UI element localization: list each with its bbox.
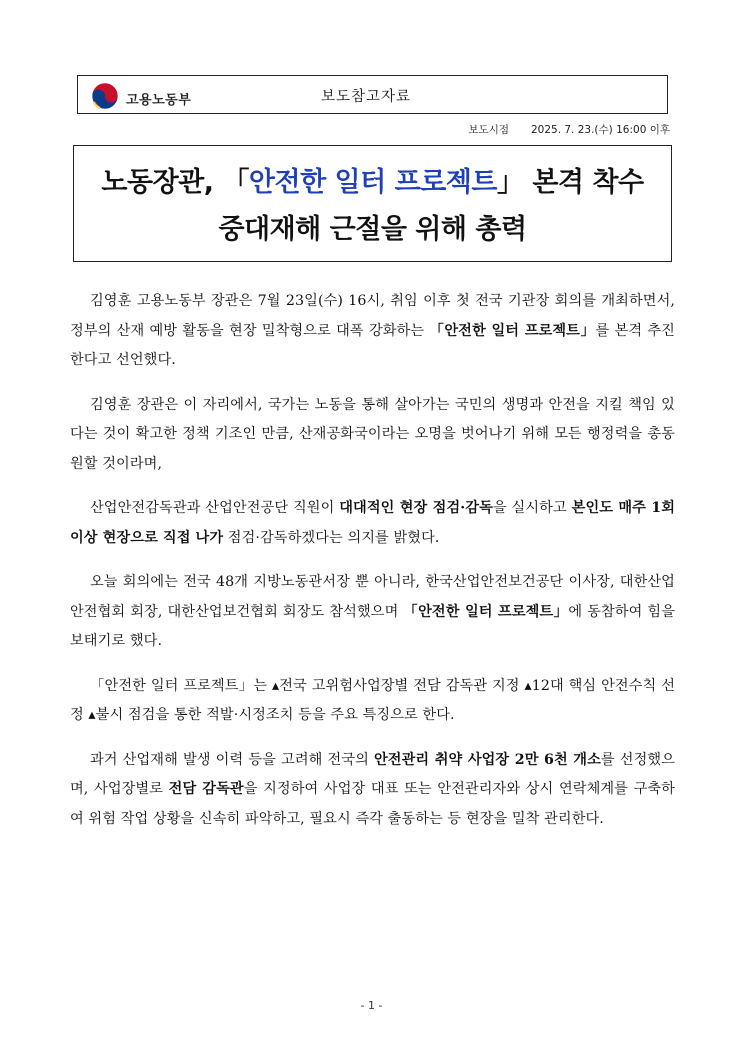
release-time-row (370, 122, 670, 137)
release-datetime: 2025. 7. 23.(수) 16:00 이후 (530, 124, 670, 136)
text-run: 과거 산업재해 발생 이력 등을 고려해 전국의 (90, 751, 374, 768)
headline-line-1 (74, 160, 671, 199)
bold-run: 대대적인 현장 점검·감독 (339, 500, 493, 516)
text-run: 김영훈 고용노동부 장관은 7월 23일(수) 16시, 취임 이후 첫 전국 기관장 회의를 개최하면서, 정부의 산재 예방 활동을 현장 밀착형으로 대폭 강화하는 (70, 293, 675, 339)
text-run: 「안전한 일터 프로젝트」는 ▴전국 고위험사업장별 전담 감독관 지정 ▴12대 핵심 안전수칙 선정 ▴불시 점검을 통한 적발·시정조치 등을 주요 특징으로 한다. (70, 677, 675, 723)
headline-highlight: 안전한 일터 프로젝트 (248, 167, 497, 198)
paragraph-6 (70, 746, 675, 835)
headline-prefix: 노동장관, 「 (101, 167, 249, 198)
bold-run: 전담 감독관 (168, 781, 244, 797)
ministry-logo (90, 81, 191, 115)
article-body (70, 287, 675, 834)
header-box (77, 75, 668, 114)
paragraph-2 (70, 391, 675, 480)
org-name: 고용노동부 (126, 92, 192, 108)
text-run: 를 선정했으며, 사업장별로 (70, 751, 676, 797)
taegeuk-logo-icon (90, 81, 120, 115)
text-run: 를 본격 추진한다고 선언했다. (70, 322, 675, 368)
bold-run: 본인도 매주 1회 이상 현장으로 직접 나가 (70, 500, 676, 546)
bold-run: 「안전한 일터 프로젝트」 (429, 322, 596, 339)
doc-type-label: 보도참고자료 (321, 89, 412, 105)
headline-suffix: 」 본격 착수 (496, 167, 644, 198)
paragraph-4 (70, 568, 675, 657)
bold-run: 「안전한 일터 프로젝트」 (403, 603, 569, 620)
text-run: 에 동참하여 힘을 보태기로 했다. (70, 603, 676, 649)
paragraph-3 (70, 494, 675, 553)
page-number: - 1 - (360, 999, 383, 1012)
text-run: 김영훈 장관은 이 자리에서, 국가는 노동을 통해 살아가는 국민의 생명과 안전을 지킬 책임 있다는 것이 확고한 정책 기조인 만큼, 산재공화국이라는 오명을 벗어나기 위해 모든 행정력을 총동원할 것이라며, (70, 396, 675, 472)
paragraph-5 (70, 672, 675, 731)
headline-box (73, 145, 672, 262)
headline-line-2: 중대재해 근절을 위해 총력 (218, 214, 527, 245)
paragraph-1 (70, 287, 675, 376)
text-run: 을 지정하여 사업장 대표 또는 안전관리자와 상시 연락체계를 구축하여 위험 작업 상황을 신속히 파악하고, 필요시 즉각 출동하는 등 현장을 밀착 관리한다. (70, 781, 675, 827)
bold-run: 안전관리 취약 사업장 2만 6천 개소 (373, 751, 601, 768)
text-run: 점검·감독하겠다는 의지를 밝혔다. (223, 529, 440, 546)
text-run: 산업안전감독관과 산업안전공단 직원이 (90, 500, 340, 516)
text-run: 오늘 회의에는 전국 48개 지방노동관서장 뿐 아니라, 한국산업안전보건공단 이사장, 대한산업안전협회 회장, 대한산업보건협회 회장도 참석했으며 (70, 574, 675, 620)
text-run: 을 실시하고 (492, 500, 572, 516)
release-label: 보도시점 (468, 124, 509, 136)
